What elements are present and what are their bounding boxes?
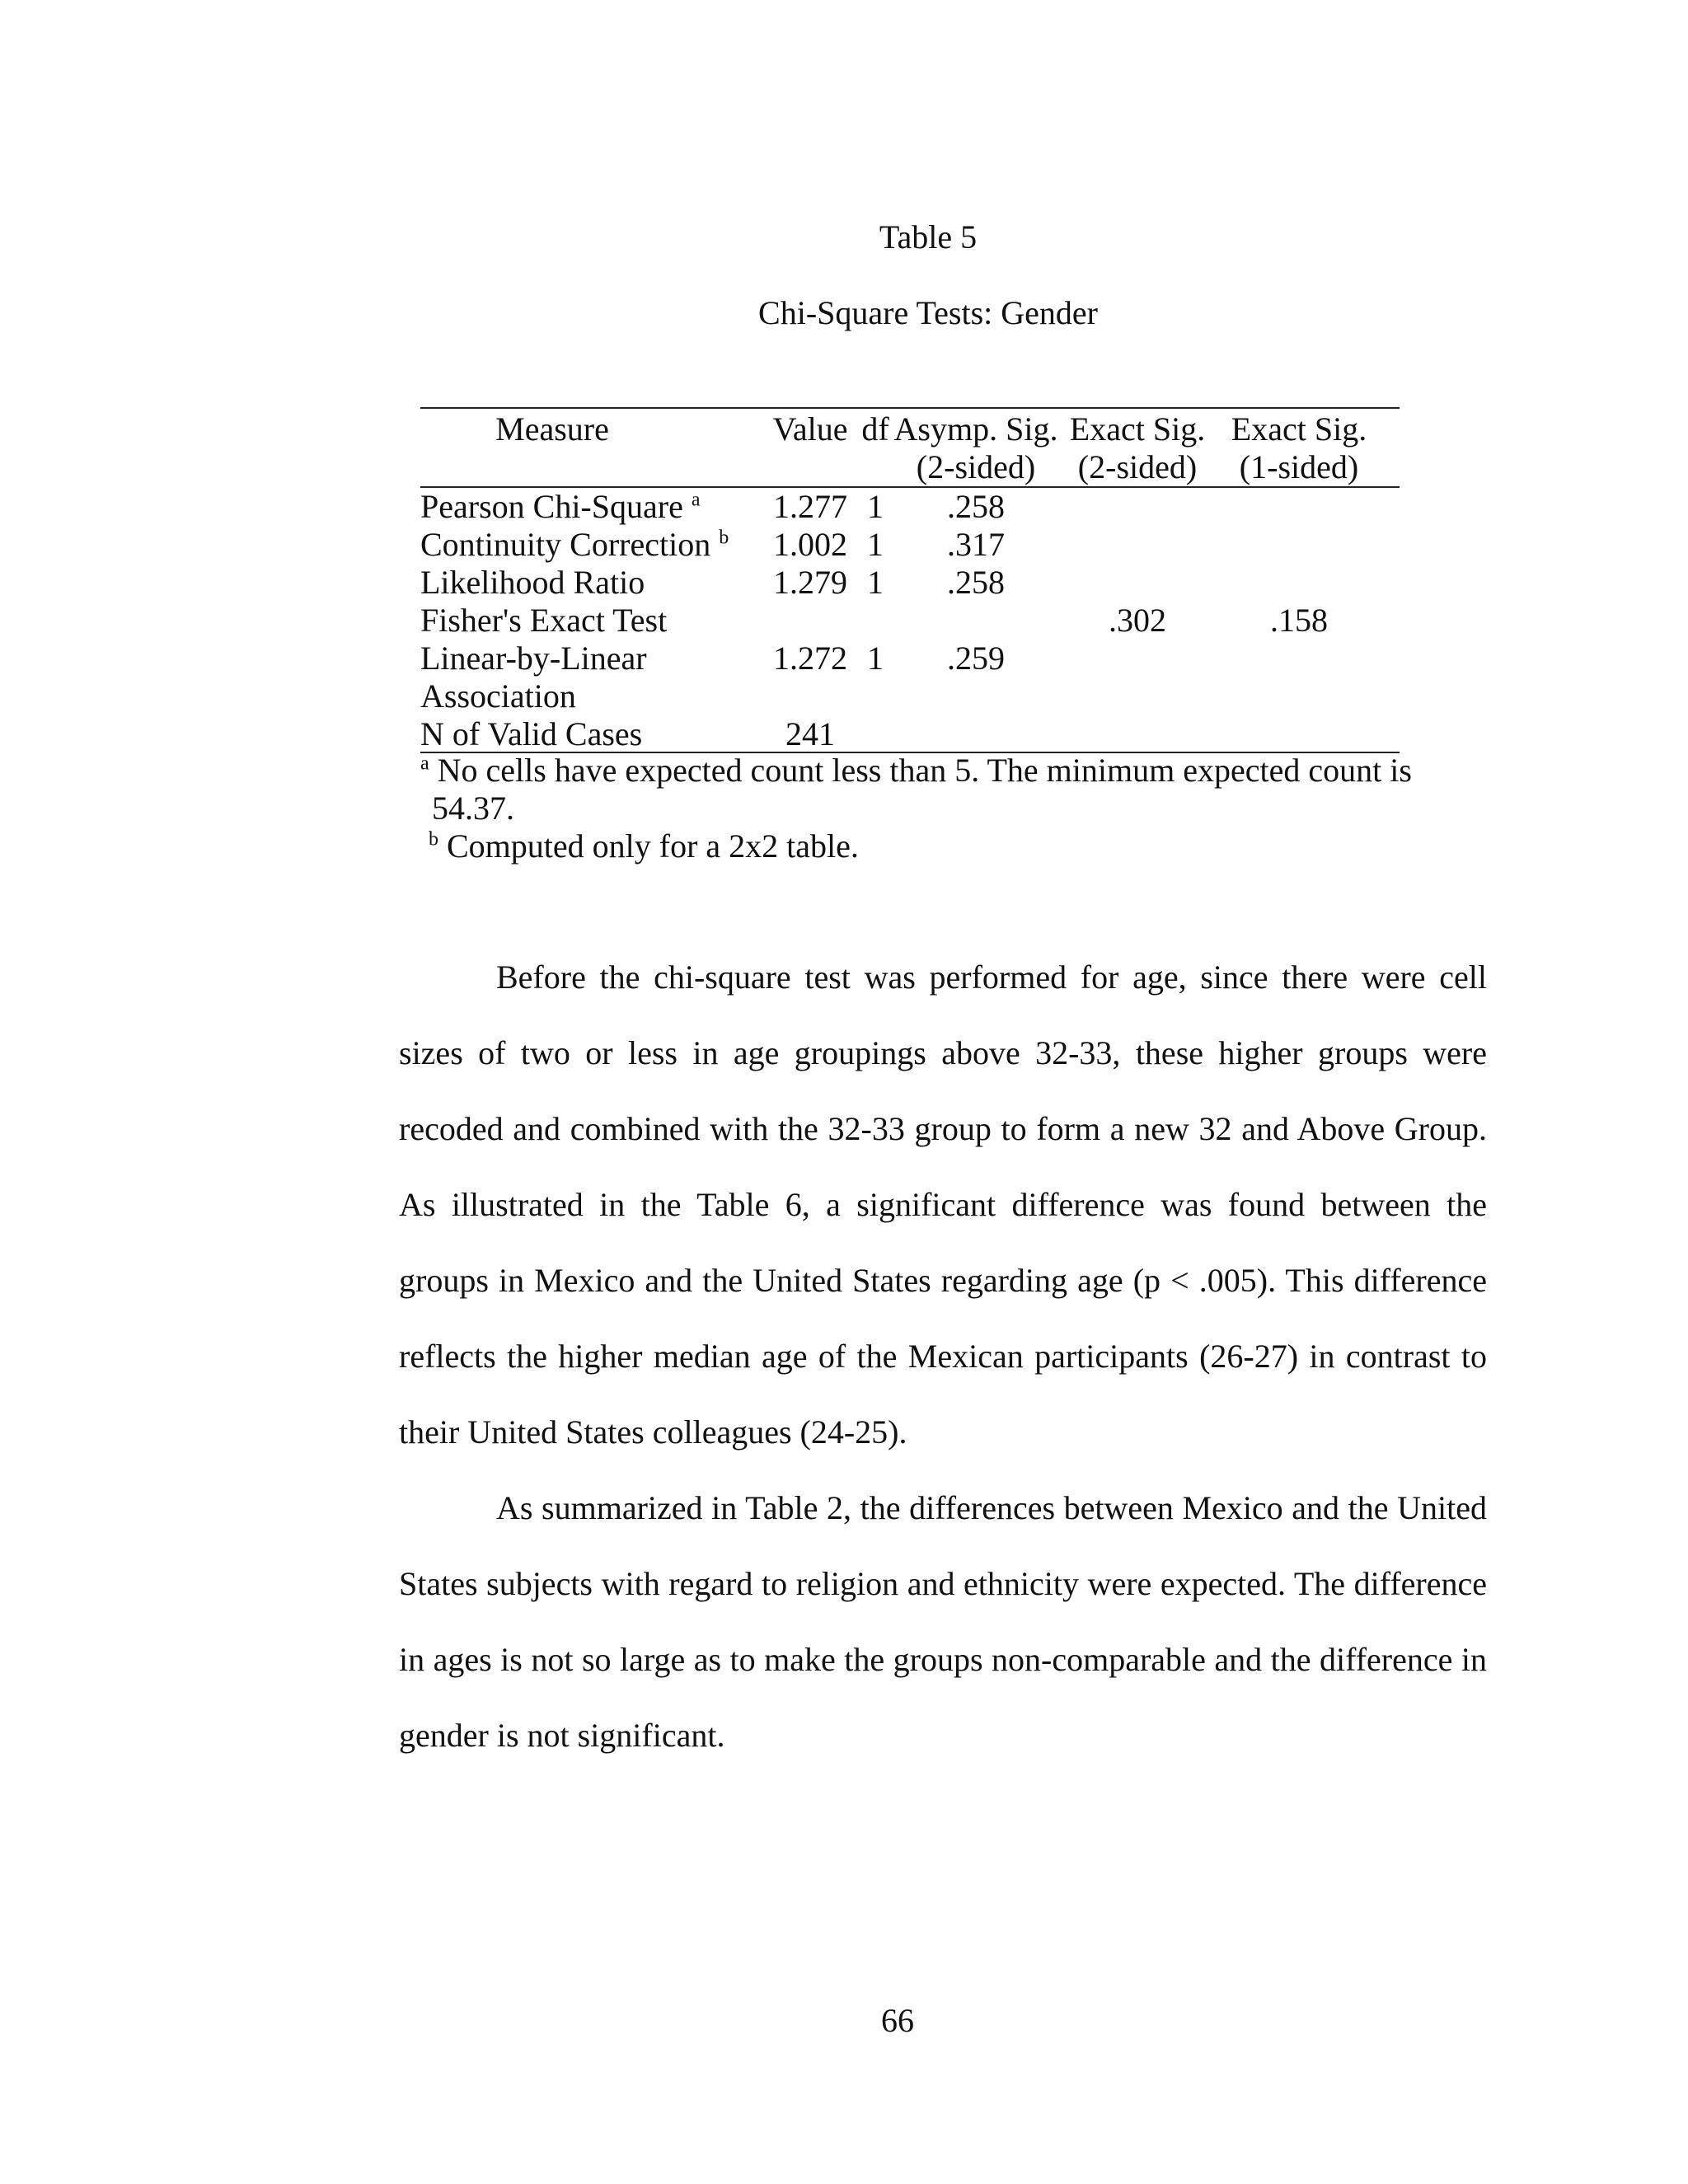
table-row-df: 1 — [867, 526, 884, 563]
table-row-value: 1.277 — [773, 488, 847, 525]
table-row-asymp: .317 — [947, 526, 1005, 563]
table-row-measure: N of Valid Cases — [420, 715, 643, 752]
table-row-measure: Association — [420, 677, 576, 715]
paragraph: As summarized in Table 2, the differences between Mexico and the United States subjects with regard to religion and ethnicity were expected. The difference in ages is not so large as to make the groups non-comparable and the difference in gender is not significant. — [399, 1489, 1487, 1754]
table-row-value: 1.279 — [773, 564, 847, 601]
table-row-measure: Linear-by-Linear — [420, 640, 647, 677]
note-a: $^a$ No cells have expected count less than 5. The minimum expected count is — [420, 752, 1412, 789]
table-row-value: 1.002 — [773, 526, 847, 563]
header-measure: Measure — [495, 410, 609, 448]
paragraph: Before the chi-square test was performed for age, since there were cell sizes of two or less in age groupings above 32-33, these higher groups were recoded and combined with the 32-33 group to form a new 32 and Above Group. As illustrated in the Table 6, a significant difference was found between the groups in Mexico and the United States regarding age (p < .005). This difference reflects the higher median age of the Mexican participants (26-27) in contrast to their United States colleagues (24-25). — [399, 958, 1487, 1451]
table-row-measure: Likelihood Ratio — [420, 564, 645, 601]
page-number: 66 — [881, 2002, 914, 2039]
body-text — [399, 940, 1487, 1774]
table-top-rule — [420, 407, 1400, 409]
header-exact-sided-2: (2-sided) — [1077, 448, 1198, 485]
table-row-value: 1.272 — [773, 640, 847, 677]
table-row-value: 241 — [785, 715, 835, 752]
table-row-measure: Continuity Correction $^b$ — [420, 526, 729, 563]
table-row-exact2: .302 — [1109, 602, 1166, 639]
table-row-asymp: .258 — [947, 488, 1005, 525]
table-label: Table 5 — [879, 218, 978, 255]
header-asymp-sided: (2-sided) — [916, 448, 1036, 485]
chi-square-table — [420, 405, 1400, 758]
note-a-continued: 54.37. — [432, 790, 514, 827]
header-exact-sig-2: Exact Sig. — [1069, 410, 1206, 448]
header-df: df — [861, 410, 889, 448]
table-row-df: 1 — [867, 640, 884, 677]
header-value: Value — [772, 410, 848, 448]
table-row-asymp: .259 — [947, 640, 1005, 677]
table-row-df: 1 — [867, 564, 884, 601]
table-row-measure: Fisher's Exact Test — [420, 602, 668, 639]
header-exact-sided-1: (1-sided) — [1239, 448, 1359, 485]
table-title: Chi-Square Tests: Gender — [758, 294, 1098, 331]
header-exact-sig-1: Exact Sig. — [1231, 410, 1367, 448]
note-b: $^b$ Computed only for a 2x2 table. — [429, 827, 859, 865]
table-row-asymp: .258 — [947, 564, 1005, 601]
table-row-df: 1 — [867, 488, 884, 525]
table-row-measure: Pearson Chi-Square $^a$ — [420, 488, 701, 525]
table-row-exact1: .158 — [1270, 602, 1328, 639]
header-asymp-sig: Asymp. Sig. — [893, 410, 1058, 448]
